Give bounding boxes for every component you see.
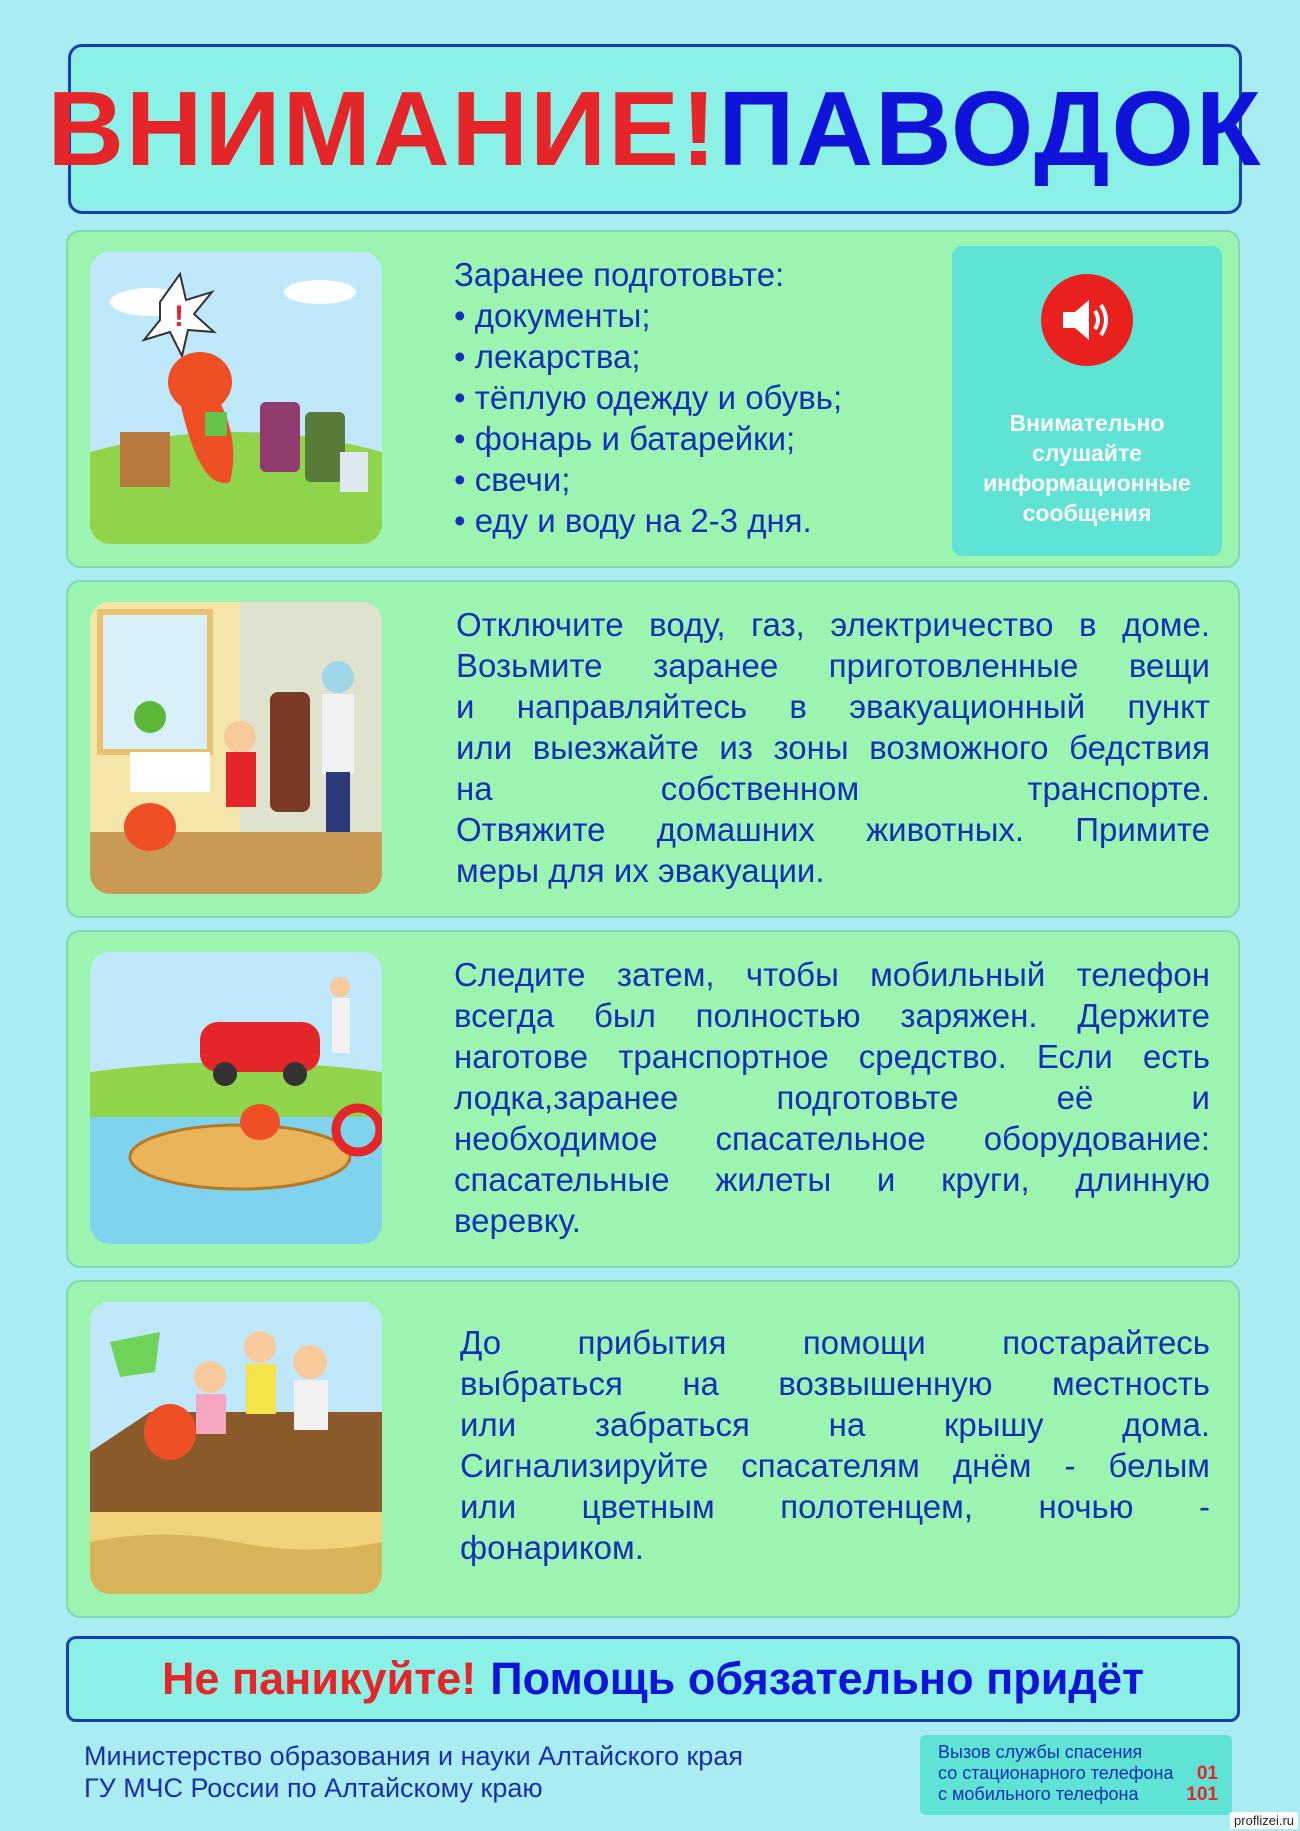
org-line: ГУ МЧС России по Алтайскому краю	[84, 1773, 543, 1803]
slogan-red: Не паникуйте!	[161, 1653, 477, 1704]
panel-evacuate	[66, 580, 1240, 918]
landline-label: со стационарного телефона	[938, 1763, 1174, 1783]
text-line: До прибытия помощи постарайтесь	[460, 1324, 1210, 1361]
boat-car-image	[90, 952, 382, 1244]
list-item: • фонарь и батарейки;	[454, 420, 796, 457]
text-line: всегда был полностью заряжен. Держите	[454, 997, 1210, 1034]
family-roof-image	[90, 1302, 382, 1594]
illustration-cat-with-bags	[90, 252, 382, 544]
text-line: выбраться на возвышенную местность	[460, 1365, 1210, 1402]
mobile-number: 101	[1186, 1784, 1218, 1805]
text-line: или выезжайте из зоны возможного бедствия	[456, 729, 1210, 766]
text-line: и направляйтесь в эвакуационный пункт	[456, 688, 1210, 725]
text-line: лодка,заранее подготовьте её и	[454, 1079, 1210, 1116]
text-line: Отключите воду, газ, электричество в доме.	[456, 606, 1210, 643]
text-line: спасательные жилеты и круги, длинную	[454, 1161, 1210, 1198]
prepare-list	[454, 254, 924, 541]
high-ground-text	[460, 1322, 1210, 1568]
list-item: • свечи;	[454, 461, 571, 498]
listen-info-box	[952, 246, 1222, 556]
text-line: на собственном транспорте.	[456, 770, 1210, 807]
panel-transport	[66, 930, 1240, 1268]
org-line: Министерство образования и науки Алтайского края	[84, 1741, 743, 1771]
list-item: • тёплую одежду и обувь;	[454, 379, 843, 416]
text-line: фонариком.	[460, 1529, 644, 1566]
evacuate-text	[456, 604, 1210, 891]
text-line: меры для их эвакуации.	[456, 852, 825, 889]
list-item: • еду и воду на 2-3 дня.	[454, 502, 812, 539]
text-line: веревку.	[454, 1202, 581, 1239]
transport-text	[454, 954, 1210, 1241]
illustration-family-leaving-home	[90, 602, 382, 894]
text-line: или цветным полотенцем, ночью -	[460, 1488, 1210, 1525]
text-line: наготове транспортное средство. Если есть	[454, 1038, 1210, 1075]
illustration-family-on-roof	[90, 1302, 382, 1594]
panel-high-ground	[66, 1280, 1240, 1618]
slogan-blue: Помощь обязательно придёт	[490, 1653, 1145, 1704]
text-line: Отвяжите домашних животных. Примите	[456, 811, 1210, 848]
text-line: Сигнализируйте спасателям днём - белым	[460, 1447, 1210, 1484]
listen-info-text: Внимательно слушайте информационные сообщения	[983, 410, 1191, 526]
family-leaving-image	[90, 602, 382, 894]
slogan-banner	[66, 1636, 1240, 1722]
list-item: • документы;	[454, 297, 651, 334]
title-warning: ВНИМАНИЕ!	[47, 69, 719, 188]
svg-text:!: !	[174, 300, 184, 333]
rescue-title: Вызов службы спасения	[938, 1742, 1143, 1762]
list-item: Заранее подготовьте:	[454, 256, 785, 293]
text-line: Следите затем, чтобы мобильный телефон	[454, 956, 1210, 993]
title-topic: ПАВОДОК	[718, 69, 1263, 188]
panel-prepare	[66, 230, 1240, 568]
text-line: Возьмите заранее приготовленные вещи	[456, 647, 1210, 684]
landline-number: 01	[1196, 1763, 1218, 1784]
list-item: • лекарства;	[454, 338, 641, 375]
page-title	[47, 44, 1263, 214]
mobile-label: с мобильного телефона	[938, 1784, 1139, 1804]
speaker-icon	[1041, 274, 1133, 366]
text-line: необходимое спасательное оборудование:	[454, 1120, 1210, 1157]
watermark: proflizei.ru	[1230, 1812, 1298, 1829]
cat-bags-image	[90, 252, 382, 544]
organizations	[84, 1740, 743, 1804]
text-line: или забраться на крышу дома.	[460, 1406, 1210, 1443]
illustration-boat-and-car	[90, 952, 382, 1244]
rescue-numbers-box	[920, 1735, 1232, 1815]
